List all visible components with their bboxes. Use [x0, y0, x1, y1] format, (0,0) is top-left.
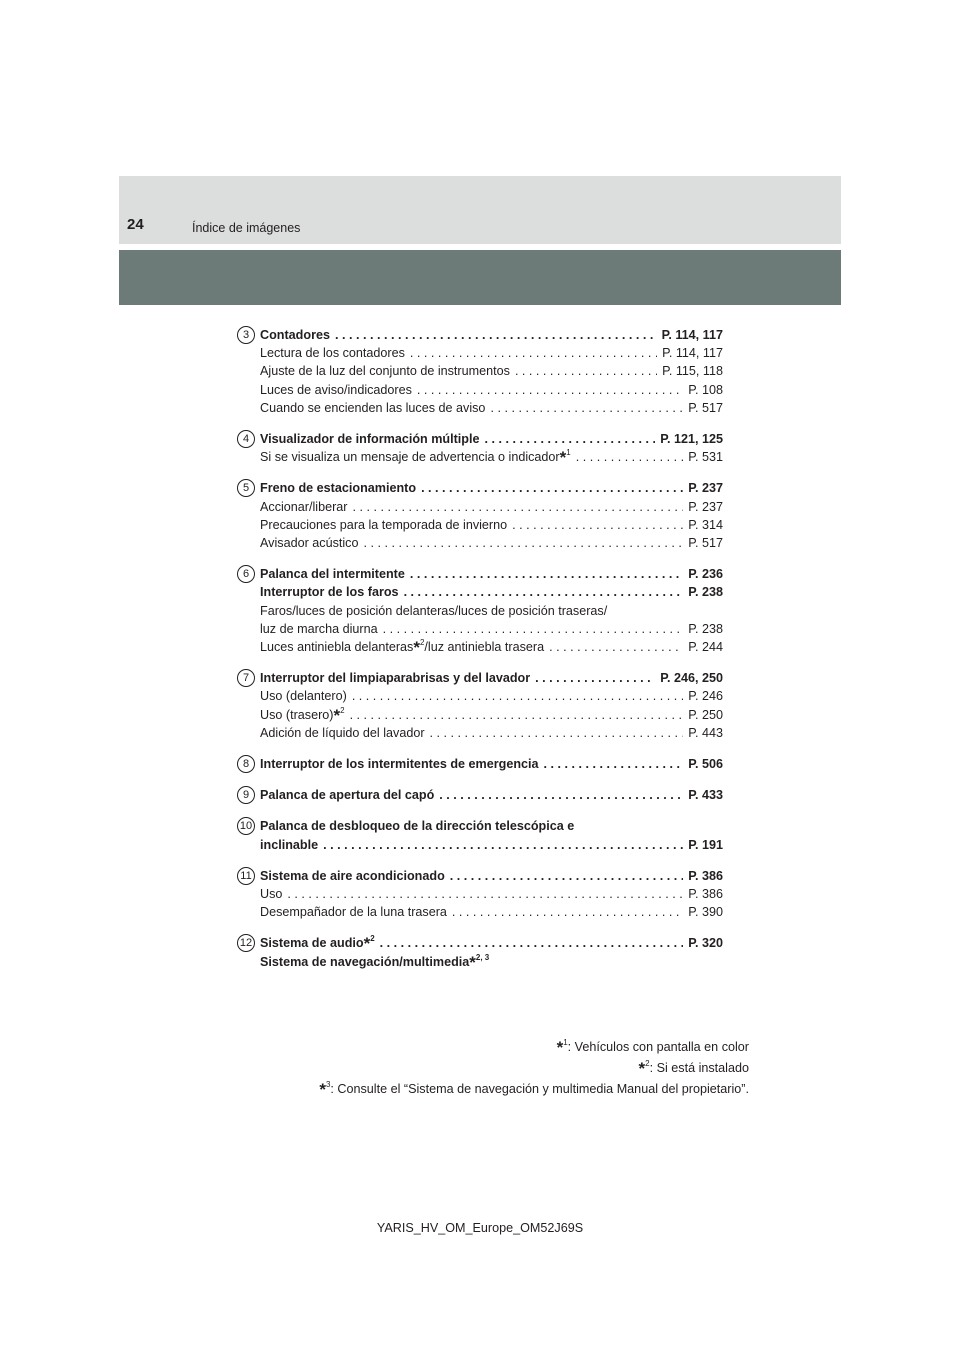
page-reference: P. 443 — [688, 725, 723, 740]
index-subitem — [260, 687, 723, 705]
footnote-text: : Si está instalado — [649, 1061, 749, 1075]
dot-leader — [490, 399, 683, 417]
footnote-text: : Vehículos con pantalla en color — [567, 1040, 749, 1054]
footnotes — [319, 1037, 749, 1100]
page-reference: P. 246, 250 — [660, 671, 723, 686]
item-label: Interruptor de los faros — [260, 585, 399, 600]
index-heading — [260, 934, 723, 952]
item-label: Faros/luces de posición delanteras/luces de posición traseras/ — [260, 603, 608, 618]
index-subitem — [260, 362, 723, 380]
footnote-star-icon: * — [556, 1038, 564, 1057]
item-label: Adición de líquido del lavador — [260, 725, 425, 740]
dot-leader — [430, 724, 684, 742]
dot-leader — [287, 885, 683, 903]
item-label: Ajuste de la luz del conjunto de instrumentos — [260, 364, 510, 379]
dot-leader — [439, 786, 683, 804]
index-subitem — [260, 381, 723, 399]
index-heading — [260, 326, 723, 344]
dot-leader — [383, 620, 684, 638]
index-subitem — [260, 448, 723, 466]
item-label: Uso — [260, 887, 283, 902]
index-entry — [237, 669, 723, 742]
callout-number-icon: 8 — [237, 755, 255, 773]
index-subitem — [260, 885, 723, 903]
index-heading — [260, 817, 723, 835]
page-reference: P. 390 — [688, 905, 723, 920]
index-entry — [237, 786, 723, 804]
page-reference: P. 517 — [688, 400, 723, 415]
footnote-star-icon: * — [559, 448, 567, 468]
dot-leader — [380, 934, 684, 952]
page-reference: P. 517 — [688, 536, 723, 551]
item-label: Palanca de apertura del capó — [260, 788, 435, 803]
index-list — [237, 326, 723, 984]
item-label: luz de marcha diurna — [260, 621, 378, 636]
item-label: Interruptor de los intermitentes de emergencia — [260, 757, 539, 772]
callout-number-icon: 4 — [237, 430, 255, 448]
callout-number-icon: 3 — [237, 326, 255, 344]
index-heading — [260, 565, 723, 583]
dot-leader — [410, 344, 657, 362]
header-dark-band — [119, 250, 841, 305]
item-label: Precauciones para la temporada de invierno — [260, 517, 508, 532]
callout-number-icon: 5 — [237, 479, 255, 497]
index-heading — [260, 479, 723, 497]
index-entry — [237, 867, 723, 922]
dot-leader — [410, 565, 683, 583]
index-entry — [237, 817, 723, 853]
dot-leader — [576, 448, 684, 466]
item-label: Luces de aviso/indicadores — [260, 382, 412, 397]
item-label: Si se visualiza un mensaje de advertencia o indicador — [260, 450, 560, 465]
page-reference: P. 114, 117 — [661, 328, 723, 342]
index-entry — [237, 565, 723, 656]
item-label: Sistema de aire acondicionado — [260, 868, 445, 883]
item-label: Avisador acústico — [260, 536, 359, 551]
index-subitem — [260, 706, 723, 724]
dot-leader — [421, 479, 683, 497]
footnote-ref: 2, 3 — [475, 952, 490, 962]
footnote-mark: 1 — [563, 1038, 568, 1047]
footnote — [319, 1037, 749, 1058]
index-subitem — [260, 498, 723, 516]
item-label: Lectura de los contadores — [260, 346, 405, 361]
index-heading — [260, 583, 723, 601]
page-reference: P. 314 — [688, 517, 723, 532]
footnote-ref: 2 — [340, 705, 345, 715]
item-label: Visualizador de información múltiple — [260, 432, 480, 447]
item-label: Contadores — [260, 328, 330, 342]
index-heading — [260, 953, 723, 971]
page-reference: P. 386 — [688, 868, 723, 883]
dot-leader — [417, 381, 683, 399]
footnote — [319, 1079, 749, 1100]
dot-leader — [485, 430, 656, 448]
dot-leader — [335, 326, 657, 344]
index-heading — [260, 867, 723, 885]
page-reference: P. 238 — [688, 621, 723, 636]
dot-leader — [350, 706, 684, 724]
footnote-mark: 2 — [645, 1059, 650, 1068]
index-subitem — [260, 399, 723, 417]
index-entry — [237, 479, 723, 552]
page-reference: P. 246 — [688, 689, 723, 704]
callout-number-icon: 7 — [237, 669, 255, 687]
callout-number-icon: 6 — [237, 565, 255, 583]
callout-number-icon: 10 — [237, 817, 255, 835]
callout-number-icon: 12 — [237, 934, 255, 952]
page-reference: P. 250 — [688, 707, 723, 722]
index-subitem — [260, 620, 723, 638]
footnote-ref: 2 — [370, 934, 375, 944]
footer-doc-id: YARIS_HV_OM_Europe_OM52J69S — [376, 1221, 584, 1235]
footnote-text: : Consulte el “Sistema de navegación y multimedia Manual del propietario”. — [330, 1082, 749, 1096]
page-number: 24 — [127, 216, 144, 233]
page-reference: P. 121, 125 — [660, 432, 723, 447]
footnote-ref: 2 — [419, 638, 425, 648]
footnote-star-icon: * — [319, 1080, 326, 1099]
footnote-star-icon: * — [413, 638, 420, 658]
page-reference: P. 531 — [688, 450, 723, 465]
page-reference: P. 320 — [688, 936, 723, 951]
item-label: inclinable — [260, 837, 319, 852]
page-reference: P. 191 — [688, 837, 723, 852]
index-heading — [260, 669, 723, 687]
item-label: Sistema de navegación/multimedia — [260, 954, 470, 969]
item-label: Interruptor del limpiaparabrisas y del lavador — [260, 671, 531, 686]
section-title: Índice de imágenes — [192, 221, 301, 235]
index-entry — [237, 755, 723, 773]
dot-leader — [352, 687, 683, 705]
page-reference: P. 238 — [688, 585, 723, 600]
item-label: Desempañador de la luna trasera — [260, 905, 447, 920]
page-reference: P. 114, 117 — [662, 346, 723, 361]
item-label: Palanca de desbloqueo de la dirección telescópica e — [260, 819, 575, 834]
index-entry — [237, 430, 723, 466]
dot-leader — [363, 534, 683, 552]
index-heading — [260, 786, 723, 804]
footnote-ref: 1 — [566, 448, 571, 458]
footnote — [319, 1058, 749, 1079]
page-reference: P. 506 — [688, 757, 723, 772]
item-label: Sistema de audio — [260, 936, 364, 951]
index-heading — [260, 430, 723, 448]
item-label: Cuando se encienden las luces de aviso — [260, 400, 486, 415]
footnote-star-icon: * — [638, 1059, 646, 1078]
dot-leader — [549, 638, 683, 656]
dot-leader — [404, 583, 684, 601]
footnote-star-icon: * — [363, 934, 371, 954]
index-heading — [260, 836, 723, 854]
index-subitem — [260, 903, 723, 921]
dot-leader — [512, 516, 683, 534]
page-reference: P. 237 — [688, 499, 723, 514]
item-label: Uso (delantero) — [260, 689, 347, 704]
index-heading — [260, 755, 723, 773]
footnote-star-icon: * — [469, 952, 476, 972]
dot-leader — [323, 836, 683, 854]
item-label: Palanca del intermitente — [260, 567, 405, 582]
index-subitem — [260, 516, 723, 534]
index-subitem — [260, 638, 723, 656]
dot-leader — [515, 362, 657, 380]
dot-leader — [450, 867, 683, 885]
item-label: Luces antiniebla delanteras — [260, 640, 414, 655]
page-reference: P. 433 — [688, 788, 723, 803]
dot-leader — [452, 903, 683, 921]
dot-leader — [544, 755, 684, 773]
footnote-star-icon: * — [333, 705, 341, 725]
item-label: Uso (trasero) — [260, 707, 334, 722]
index-subitem — [260, 344, 723, 362]
dot-leader — [353, 498, 684, 516]
index-subitem — [260, 534, 723, 552]
item-label-continued: /luz antiniebla trasera — [424, 640, 545, 655]
item-label: Freno de estacionamiento — [260, 481, 417, 496]
page-reference: P. 386 — [688, 887, 723, 902]
footnote-mark: 3 — [325, 1080, 331, 1089]
item-label: Accionar/liberar — [260, 499, 348, 514]
index-subitem — [260, 602, 723, 620]
index-subitem — [260, 724, 723, 742]
callout-number-icon: 11 — [237, 867, 255, 885]
page-reference: P. 244 — [688, 640, 723, 655]
page-reference: P. 237 — [688, 481, 723, 496]
callout-number-icon: 9 — [237, 786, 255, 804]
page-reference: P. 115, 118 — [662, 364, 723, 379]
index-entry — [237, 326, 723, 417]
dot-leader — [535, 669, 655, 687]
index-entry — [237, 934, 723, 970]
page-reference: P. 108 — [688, 382, 723, 397]
page-reference: P. 236 — [688, 567, 723, 582]
